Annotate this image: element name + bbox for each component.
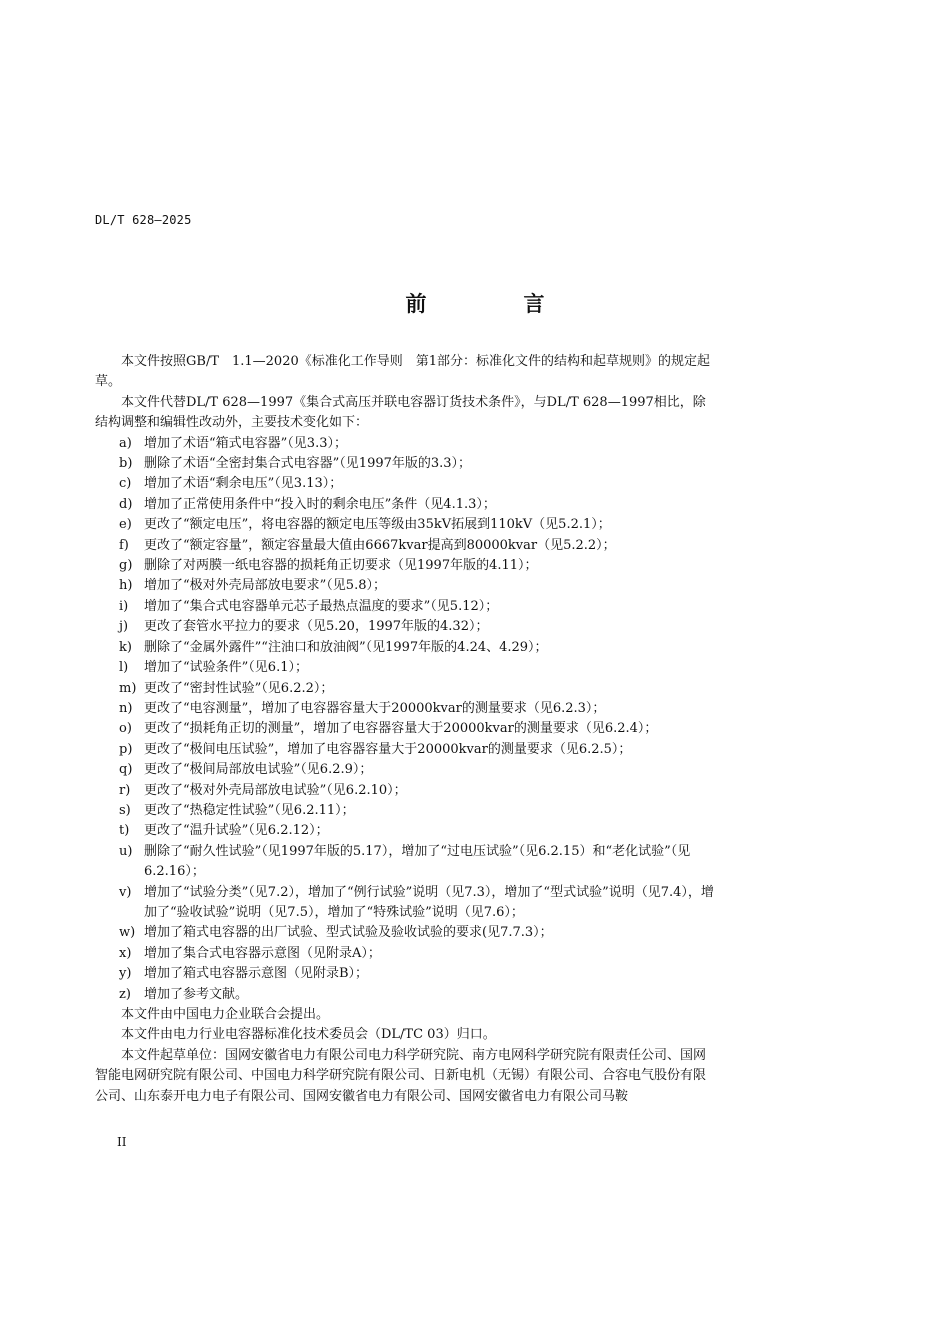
list-marker: c) xyxy=(119,476,132,492)
change-text: 删除了术语“全密封集合式电容器”（见1997年版的3.3）； xyxy=(144,456,472,472)
list-marker: x) xyxy=(119,945,132,961)
list-marker: j) xyxy=(119,619,129,635)
change-text: 删除了对两膜一纸电容器的损耗角正切要求（见1997年版的4.11）； xyxy=(144,558,538,574)
change-item xyxy=(95,801,715,821)
change-text: 增加了正常使用条件中“投入时的剩余电压”条件（见4.1.3）； xyxy=(144,496,496,512)
page-title: 前 言 xyxy=(405,292,583,316)
technical-changes-list xyxy=(95,434,715,1005)
change-item xyxy=(95,536,715,556)
change-text: 增加了术语“剩余电压”（见3.13）； xyxy=(144,476,343,492)
change-item xyxy=(95,985,715,1005)
change-text: 删除了“耐久性试验”（见1997年版的5.17），增加了“过电压试验”（见6.2.15）和“老化试验”（见6.2.16）； xyxy=(144,843,691,880)
list-marker: i) xyxy=(119,598,129,614)
change-text: 增加了术语“箱式电容器”（见3.3）； xyxy=(144,435,347,451)
change-text: 更改了套管水平拉力的要求（见5.20，1997年版的4.32）； xyxy=(144,619,489,635)
list-marker: a) xyxy=(119,435,132,451)
list-marker: s) xyxy=(119,802,131,818)
change-item xyxy=(95,944,715,964)
list-marker: r) xyxy=(119,782,131,798)
change-item xyxy=(95,658,715,678)
change-item xyxy=(95,964,715,984)
list-marker: o) xyxy=(119,721,132,737)
committee-paragraph: 本文件由电力行业电容器标准化技术委员会（DL/TC 03）归口。 xyxy=(121,1027,496,1043)
standard-number: DL/T 628—2025 xyxy=(95,213,192,227)
proposer-paragraph: 本文件由中国电力企业联合会提出。 xyxy=(121,1007,330,1022)
change-item xyxy=(95,923,715,943)
list-marker: z) xyxy=(119,986,131,1002)
change-item xyxy=(95,679,715,699)
change-item xyxy=(95,474,715,494)
change-item xyxy=(95,556,715,576)
change-text: 增加了箱式电容器的出厂试验、型式试验及验收试验的要求(见7.7.3）； xyxy=(144,925,553,941)
list-marker: e) xyxy=(119,517,132,533)
change-text: 更改了“额定电压”，将电容器的额定电压等级由35kV拓展到110kV（见5.2.1）； xyxy=(144,517,611,533)
change-item xyxy=(95,883,715,924)
change-text: 增加了集合式电容器示意图（见附录A）； xyxy=(144,945,381,961)
list-marker: d) xyxy=(119,496,133,512)
list-marker: k) xyxy=(119,639,132,655)
change-text: 增加了参考文献。 xyxy=(144,986,249,1002)
change-text: 更改了“密封性试验”（见6.2.2）； xyxy=(144,680,334,696)
list-marker: t) xyxy=(119,823,130,839)
change-item xyxy=(95,576,715,596)
change-text: 增加了箱式电容器示意图（见附录B）； xyxy=(144,966,369,982)
change-item xyxy=(95,434,715,454)
change-item xyxy=(95,454,715,474)
change-text: 更改了“温升试验”（见6.2.12）； xyxy=(144,823,329,839)
change-item xyxy=(95,495,715,515)
change-item xyxy=(95,719,715,739)
list-marker: n) xyxy=(119,700,133,716)
change-text: 更改了“额定容量”，额定容量最大值由6667kvar提高到80000kvar（见5.2.2）； xyxy=(144,537,616,553)
change-item xyxy=(95,842,715,883)
change-text: 删除了“金属外露件”“注油口和放油阀”（见1997年版的4.24、4.29）； xyxy=(144,639,548,655)
change-item xyxy=(95,515,715,535)
list-marker: v) xyxy=(119,884,132,900)
change-item xyxy=(95,597,715,617)
change-item xyxy=(95,638,715,658)
document-body xyxy=(95,352,715,1107)
change-text: 更改了“极间电压试验”，增加了电容器容量大于20000kvar的测量要求（见6.2.5）； xyxy=(144,741,632,757)
change-item xyxy=(95,699,715,719)
change-text: 增加了“试验条件”（见6.1）； xyxy=(144,660,308,676)
list-marker: h) xyxy=(119,578,133,594)
change-text: 增加了“集合式电容器单元芯子最热点温度的要求”（见5.12）； xyxy=(144,598,499,614)
change-text: 更改了“极对外壳局部放电试验”（见6.2.10）； xyxy=(144,782,407,798)
list-marker: f) xyxy=(119,537,129,553)
change-text: 增加了“极对外壳局部放电要求”（见5.8）； xyxy=(144,578,386,594)
change-item xyxy=(95,760,715,780)
list-marker: u) xyxy=(119,843,133,859)
list-marker: g) xyxy=(119,558,133,574)
change-item xyxy=(95,617,715,637)
list-marker: y) xyxy=(119,966,132,982)
drafting-units-paragraph: 本文件起草单位：国网安徽省电力有限公司电力科学研究院、南方电网科学研究院有限责任公司、国网智能电网研究院有限公司、中国电力科学研究院有限公司、日新电机（无锡）有限公司、合容电气股份有限公司、山东泰开电力电子有限公司、国网安徽省电力有限公司、国网安徽省电力有限公司马鞍 xyxy=(95,1047,707,1104)
list-marker: m) xyxy=(119,680,137,696)
intro-paragraph: 本文件代替DL/T 628—1997《集合式高压并联电容器订货技术条件》，与DL/T 628—1997相比，除结构调整和编辑性改动外，主要技术变化如下： xyxy=(95,394,706,431)
change-item xyxy=(95,781,715,801)
list-marker: l) xyxy=(119,660,129,676)
change-text: 更改了“损耗角正切的测量”，增加了电容器容量大于20000kvar的测量要求（见6.2.4）； xyxy=(144,721,658,737)
intro-paragraph: 本文件按照GB/T 1.1—2020《标准化工作导则 第1部分：标准化文件的结构和起草规则》的规定起草。 xyxy=(95,354,711,390)
list-marker: p) xyxy=(119,741,133,757)
change-text: 更改了“热稳定性试验”（见6.2.11）； xyxy=(144,802,355,818)
change-item xyxy=(95,821,715,841)
page-number: II xyxy=(117,1135,127,1149)
list-marker: b) xyxy=(119,456,133,472)
list-marker: q) xyxy=(119,762,133,778)
change-text: 增加了“试验分类”（见7.2），增加了“例行试验”说明（见7.3），增加了“型式试验”说明（见7.4），增加了“验收试验”说明（见7.5），增加了“特殊试验”说明（见7.6）； xyxy=(144,884,714,920)
change-text: 更改了“电容测量”，增加了电容器容量大于20000kvar的测量要求（见6.2.3）； xyxy=(144,700,606,716)
list-marker: w) xyxy=(119,925,136,941)
change-text: 更改了“极间局部放电试验”（见6.2.9）； xyxy=(144,762,373,778)
change-item xyxy=(95,740,715,760)
